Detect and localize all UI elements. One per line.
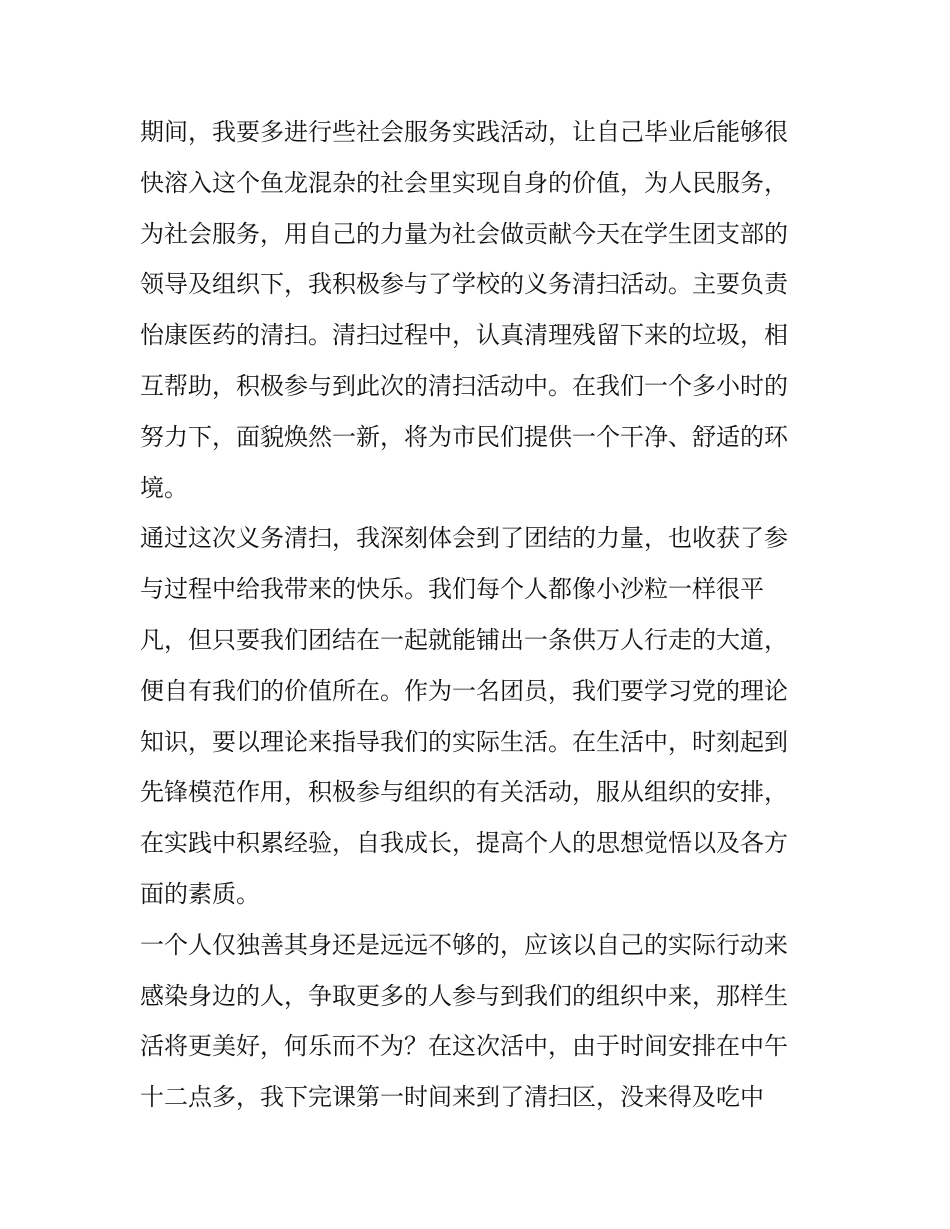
text-line: 期间，我要多进行些社会服务实践活动，让自己毕业后能够很 (140, 118, 788, 146)
body-text (140, 107, 820, 1123)
text-line: 面的素质。 (140, 879, 260, 908)
text-line: 互帮助，积极参与到此次的清扫活动中。在我们一个多小时的 (140, 371, 788, 400)
text-line: 一个人仅独善其身还是远远不够的，应该以自己的实际行动来 (140, 930, 788, 959)
text-line: 为社会服务，用自己的力量为社会做贡献今天在学生团支部的 (140, 219, 788, 248)
text-line: 领导及组织下，我积极参与了学校的义务清扫活动。主要负责 (140, 270, 788, 299)
text-line: 境。 (140, 473, 188, 502)
text-line: 知识，要以理论来指导我们的实际生活。在生活中，时刻起到 (140, 727, 788, 756)
text-line: 通过这次义务清扫，我深刻体会到了团结的力量，也收获了参 (140, 524, 788, 553)
text-line: 感染身边的人，争取更多的人参与到我们的组织中来，那样生 (140, 981, 788, 1010)
text-line: 先锋模范作用，积极参与组织的有关活动，服从组织的安排， (140, 778, 788, 807)
text-line: 十二点多，我下完课第一时间来到了清扫区，没来得及吃中 (140, 1083, 764, 1112)
text-line: 活将更美好，何乐而不为？在这次活中，由于时间安排在中午 (140, 1032, 788, 1061)
text-line: 凡，但只要我们团结在一起就能铺出一条供万人行走的大道， (140, 625, 788, 654)
text-line: 在实践中积累经验，自我成长，提高个人的思想觉悟以及各方 (140, 829, 788, 858)
text-line: 努力下，面貌焕然一新，将为市民们提供一个干净、舒适的环 (140, 422, 788, 451)
text-line: 与过程中给我带来的快乐。我们每个人都像小沙粒一样很平 (140, 575, 764, 604)
text-line: 快溶入这个鱼龙混杂的社会里实现自身的价值，为人民服务， (140, 168, 788, 197)
text-line: 怡康医药的清扫。清扫过程中，认真清理残留下来的垃圾，相 (140, 321, 788, 350)
text-line: 便自有我们的价值所在。作为一名团员，我们要学习党的理论 (140, 676, 788, 705)
